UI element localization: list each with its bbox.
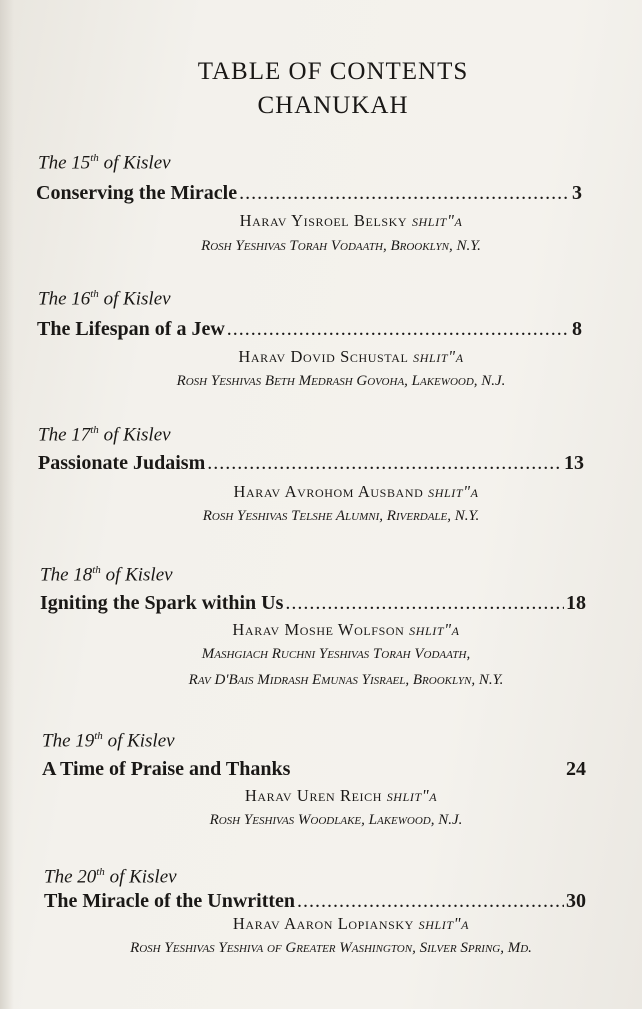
page-number: 13	[564, 452, 584, 474]
toc-subtitle: CHANUKAH	[257, 92, 409, 119]
dot-leader	[207, 452, 562, 475]
affiliation: Rav D'Bais Midrash Emunas Yisrael, Brooklyn, N.Y.	[188, 672, 504, 688]
chapter-title: The Miracle of the Unwritten	[44, 890, 296, 912]
chapter-title: Igniting the Spark within Us	[40, 592, 284, 614]
author-line: Harav Uren Reich shlit"a	[244, 786, 438, 805]
affiliation: Mashgiach Ruchni Yeshivas Torah Vodaath,	[201, 646, 471, 662]
toc-line	[44, 890, 586, 913]
dot-leader	[239, 182, 570, 205]
toc-title: TABLE OF CONTENTS	[197, 58, 469, 85]
entry-day: The 17th of Kislev	[38, 424, 171, 446]
author-line: Harav Aaron Lopiansky shlit"a	[232, 914, 470, 933]
affiliation: Rosh Yeshivas Telshe Alumni, Riverdale, N.Y.	[202, 508, 480, 524]
entry-day: The 15th of Kislev	[38, 152, 171, 174]
chapter-title: Passionate Judaism	[38, 452, 206, 474]
chapter-title: The Lifespan of a Jew	[37, 318, 225, 340]
page-number: 8	[572, 318, 582, 340]
author-line: Harav Avrohom Ausband shlit"a	[233, 482, 479, 501]
author-line: Harav Dovid Schustal shlit"a	[238, 347, 464, 366]
entry-day: The 20th of Kislev	[44, 866, 177, 888]
toc-line	[38, 452, 584, 475]
author-line: Harav Moshe Wolfson shlit"a	[232, 620, 460, 639]
toc-line	[36, 182, 582, 205]
chapter-title: A Time of Praise and Thanks	[42, 758, 291, 780]
chapter-title: Conserving the Miracle	[36, 182, 238, 204]
affiliation: Rosh Yeshivas Torah Vodaath, Brooklyn, N.Y.	[201, 238, 481, 254]
page-number: 30	[566, 890, 586, 912]
page-number: 18	[566, 592, 586, 614]
affiliation: Rosh Yeshivas Woodlake, Lakewood, N.J.	[209, 812, 463, 828]
toc-line	[40, 592, 586, 615]
dot-leader	[285, 592, 564, 615]
dot-leader	[297, 890, 564, 913]
entry-day: The 18th of Kislev	[40, 564, 173, 586]
entry-day: The 16th of Kislev	[38, 288, 171, 310]
affiliation: Rosh Yeshivas Beth Medrash Govoha, Lakewood, N.J.	[176, 373, 506, 389]
author-line: Harav Yisroel Belsky shlit"a	[239, 211, 463, 230]
page-number: 24	[566, 758, 586, 780]
dot-leader	[227, 318, 570, 341]
toc-line	[37, 318, 582, 341]
page-number: 3	[572, 182, 582, 204]
entry-day: The 19th of Kislev	[42, 730, 175, 752]
affiliation: Rosh Yeshivas Yeshiva of Greater Washington, Silver Spring, Md.	[130, 940, 532, 956]
toc-line	[42, 758, 586, 781]
